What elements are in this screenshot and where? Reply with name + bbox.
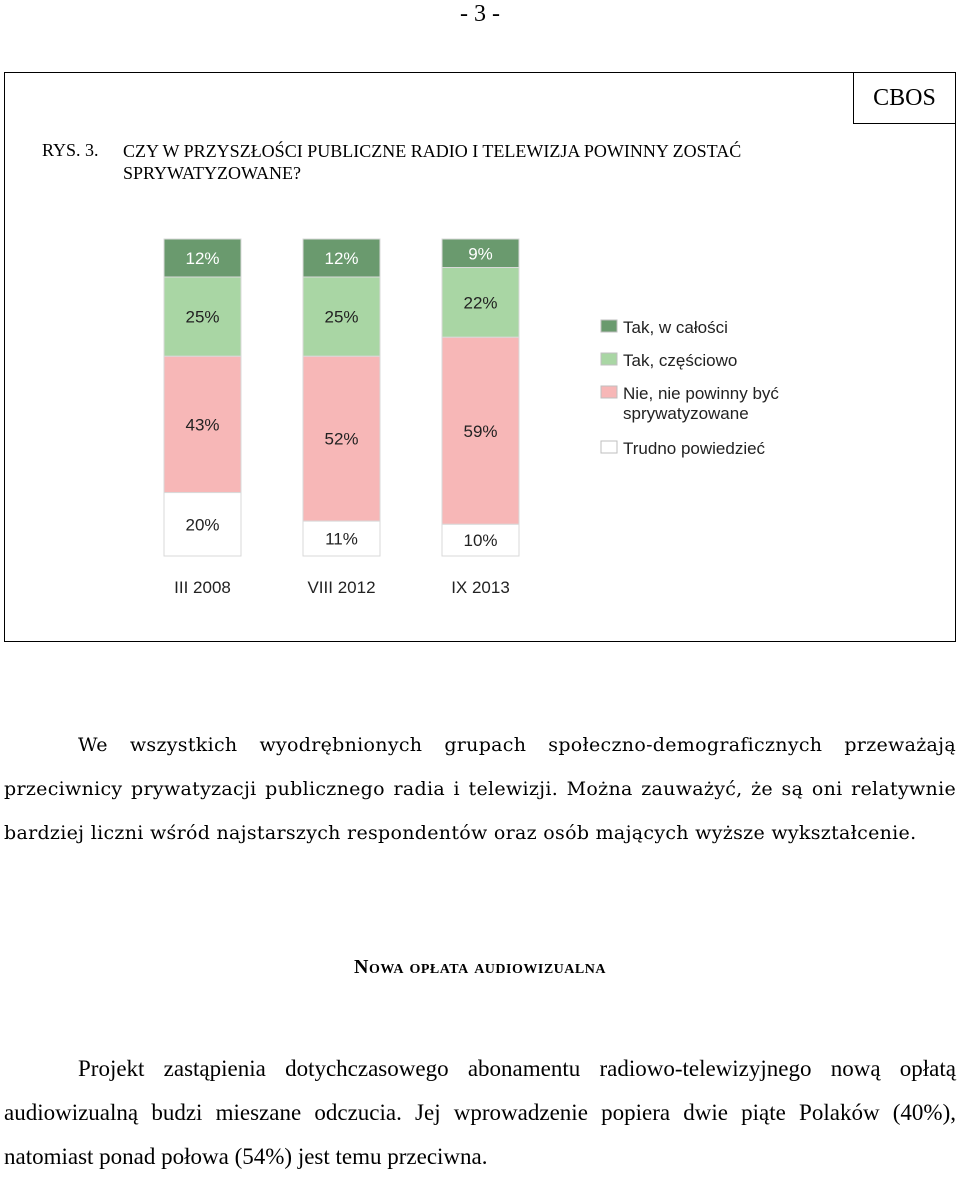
bars-group [164, 239, 519, 556]
data-label: 10% [463, 531, 498, 551]
figure-label: RYS. 3. [42, 140, 99, 160]
x-axis-labels [174, 578, 510, 597]
data-label: 25% [185, 307, 220, 327]
x-tick-label: IX 2013 [451, 578, 510, 597]
legend-swatch [601, 441, 617, 453]
data-label: 52% [324, 429, 359, 449]
x-tick-label: III 2008 [174, 578, 231, 597]
legend-label: Trudno powiedzieć [623, 439, 766, 458]
page-number: - 3 - [460, 1, 500, 27]
data-label: 11% [325, 529, 358, 549]
data-label: 9% [468, 244, 493, 264]
data-label: 22% [463, 293, 498, 313]
legend [601, 318, 779, 458]
legend-label: Tak, w całości [623, 318, 728, 337]
legend-swatch [601, 320, 617, 332]
data-label: 25% [324, 307, 359, 327]
source-label: CBOS [853, 72, 956, 124]
legend-label: Nie, nie powinny być sprywatyzowane [623, 384, 779, 423]
legend-label: Tak, częściowo [623, 351, 738, 370]
figure-title: CZY W PRZYSZŁOŚCI PUBLICZNE RADIO I TELEWIZJA POWINNY ZOSTAĆ SPRYWATYZOWANE? [123, 141, 742, 183]
x-tick-label: VIII 2012 [307, 578, 376, 597]
data-label: 43% [185, 415, 220, 435]
section-heading: Nowa opłata audiowizualna [354, 956, 606, 978]
data-label: 12% [185, 249, 220, 269]
data-label: 20% [185, 515, 220, 535]
data-label: 12% [324, 249, 359, 269]
legend-swatch [601, 353, 617, 365]
data-label: 59% [463, 421, 498, 441]
paragraph-2: Projekt zastąpienia dotychczasowego abonamentu radiowo-telewizyjnego nową opłatą audiowizualną budzi mieszane odczucia. Jej wprowadzenie popiera dwie piąte Polaków (40%), natomiast ponad połowa (54%) jest temu przeciwna. [4, 1056, 956, 1169]
legend-swatch [601, 386, 617, 398]
paragraph-1: We wszystkich wyodrębnionych grupach społeczno-demograficznych przeważają przeciwnicy prywatyzacji publicznego radia i telewizji. Można zauważyć, że są oni relatywnie bardziej liczni wśród najstarszych respondentów oraz osób mających wyższe wykształcenie. [4, 734, 956, 844]
